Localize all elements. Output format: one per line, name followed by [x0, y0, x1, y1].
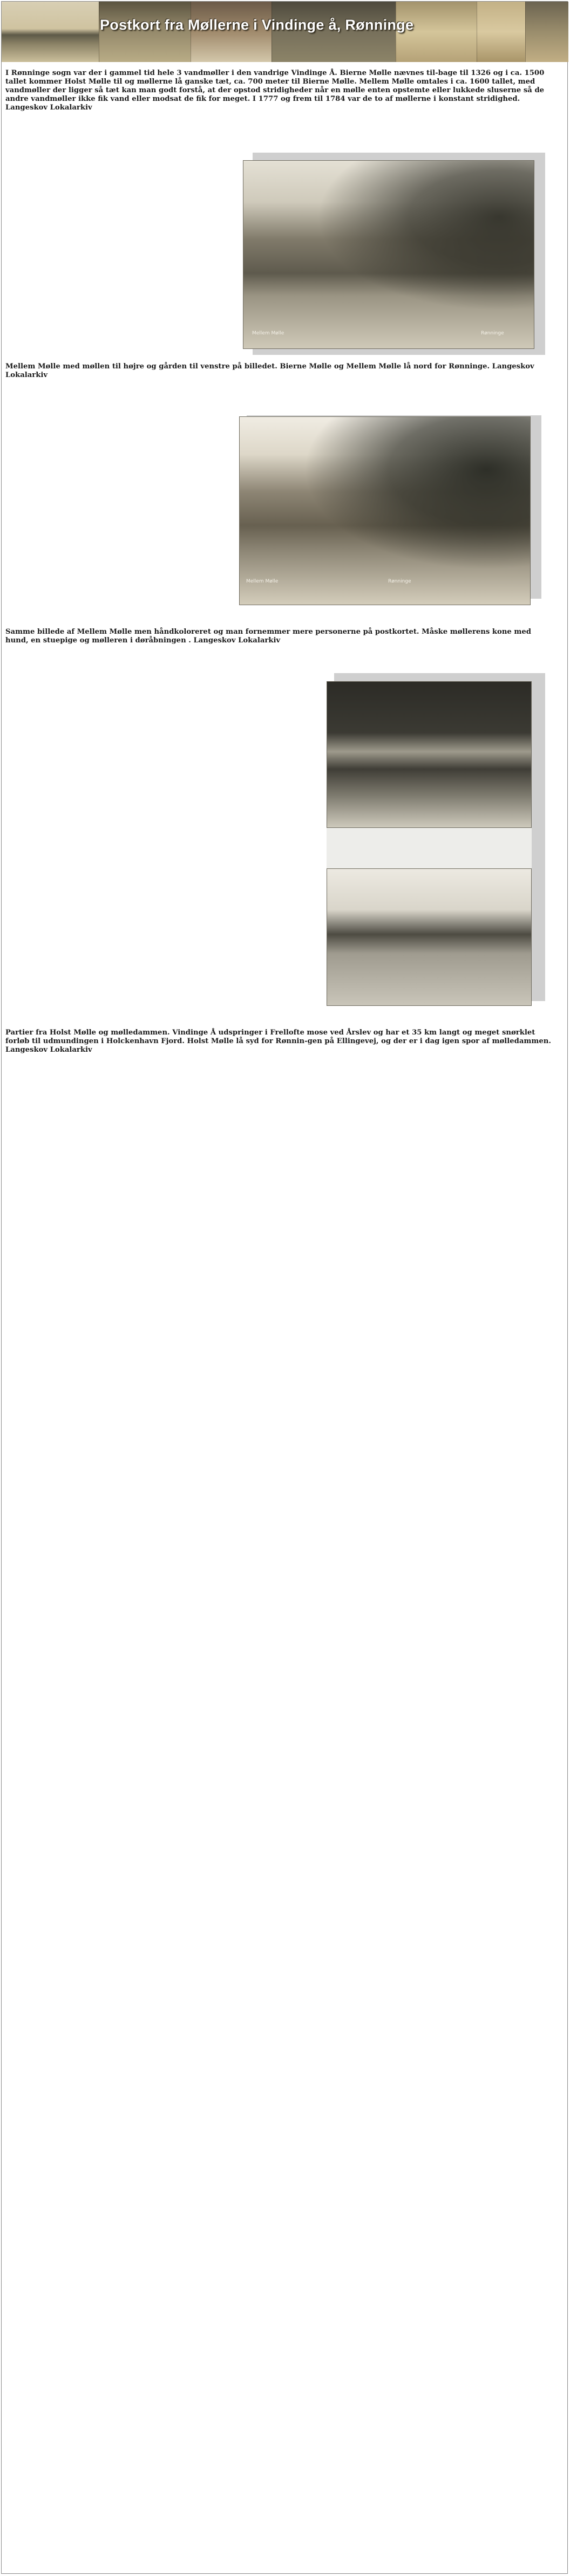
postcard-inscription: Rønninge: [481, 331, 504, 336]
photo-caption: Mellem Mølle med møllen til højre og gården til venstre på billedet. Bierne Mølle og Mellem Mølle lå nord for Rønninge. Langeskov Lokalarkiv: [5, 362, 534, 379]
postcard-image: [239, 416, 531, 605]
photo-caption: Samme billede af Mellem Mølle men håndkoloreret og man fornemmer mere personerne på postkortet. Måske møllerens kone med hund, en stuepige og mølleren i døråbningen . Langeskov Lokalarkiv: [5, 628, 531, 645]
intro-paragraph: I Rønninge sogn var der i gammel tid hele 3 vandmøller i den vandrige Vindinge Å. Bierne Mølle nævnes til-bage til 1326 og i ca. 1500 tallet kommer Holst Mølle til og møllerne lå ganske tæt, ca. 700 meter til Bierne Mølle. Mellem Mølle omtales i ca. 1600 tallet, med vandmøller der ligger så tæt kan man godt forstå, at der opstod stridigheder når en mølle enten opstemte eller lukkede sluserne så de andre vandmøller ikke fik vand eller modsat de fik for meget. I 1777 og frem til 1784 var de to af møllerne i konstant stridighed. Langeskov Lokalarkiv: [5, 69, 545, 112]
photo-caption: Partier fra Holst Mølle og mølledammen. Vindinge Å udspringer i Frellofte mose ved Årslev og har et 35 km langt og meget snørklet forløb til udmundingen i Holckenhavn Fjord. Holst Mølle lå syd for Rønnin-gen på Ellingevej, og der er i dag igen spor af mølledammen. Langeskov Lokalarkiv: [5, 1029, 551, 1054]
page-title: Postkort fra Møllerne i Vindinge å, Rønninge: [100, 17, 414, 33]
postcard-inscription: Mellem Mølle: [252, 331, 284, 336]
postcard-inscription: Rønninge: [388, 579, 411, 584]
postcard-mellem-molle[interactable]: [243, 153, 545, 355]
banner-photo-field: [477, 2, 526, 62]
postcard-divider: [327, 828, 532, 868]
postcard-image-bottom: [327, 868, 532, 1006]
postcard-image: [243, 160, 534, 349]
postcard-mellem-molle-colored[interactable]: [239, 415, 541, 599]
postcard-inscription: Mellem Mølle: [246, 579, 279, 584]
page-frame: [1, 1, 568, 2574]
banner-photo-trees: [525, 2, 568, 62]
postcard-holst-molle[interactable]: [327, 673, 545, 1008]
postcard-image-top: [327, 681, 532, 828]
banner-photo-lake: [2, 2, 99, 62]
header-banner: [2, 2, 568, 62]
